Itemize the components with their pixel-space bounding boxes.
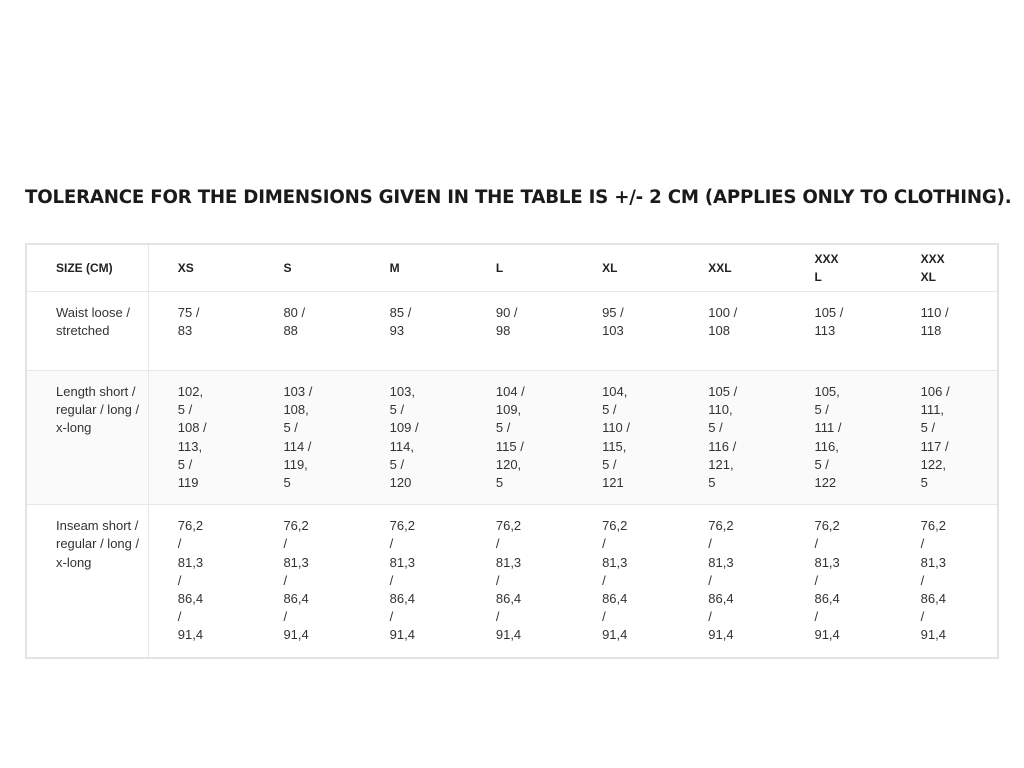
row-label: Length short / regular / long / x-long xyxy=(26,371,148,505)
table-cell: 76,2 / 81,3 / 86,4 / 91,4 xyxy=(495,518,522,643)
size-column-header: XXXXL xyxy=(892,244,998,292)
size-column-header: XXL xyxy=(679,244,785,292)
table-cell: 75 / 83 xyxy=(148,292,254,371)
size-column-header: XL xyxy=(573,244,679,292)
table-cell: 103 / 108,5 / 114 / 119,5 xyxy=(254,371,360,505)
table-cell: 105 / 113 xyxy=(785,292,891,371)
table-header-row xyxy=(26,244,998,292)
table-row xyxy=(26,292,998,371)
table-cell: 76,2 / 81,3 / 86,4 / 91,4 xyxy=(920,518,946,643)
size-column-header: XXXL xyxy=(785,244,891,292)
size-column-header: XS xyxy=(148,244,254,292)
table-cell: 103,5 / 109 / 114,5 / 120 xyxy=(361,371,467,505)
table-cell: 106 / 111,5 / 117 / 122,5 xyxy=(892,371,998,505)
table-cell: 90 / 98 xyxy=(467,292,573,371)
size-column-header: L xyxy=(467,244,573,292)
table-row xyxy=(26,505,998,658)
table-cell: 100 / 108 xyxy=(679,292,785,371)
table-cell: 76,2 / 81,3 / 86,4 / 91,4 xyxy=(389,518,415,643)
table-cell: 76,2 / 81,3 / 86,4 / 91,4 xyxy=(708,518,734,643)
size-column-header: S xyxy=(254,244,360,292)
table-cell: 80 / 88 xyxy=(254,292,360,371)
table-cell: 102,5 / 108 / 113,5 / 119 xyxy=(148,371,254,505)
table-row xyxy=(26,371,998,505)
table-cell: 104 / 109,5 / 115 / 120,5 xyxy=(467,371,573,505)
table-cell: 110 / 118 xyxy=(892,292,998,371)
size-column-header: M xyxy=(361,244,467,292)
table-cell: 76,2 / 81,3 / 86,4 / 91,4 xyxy=(283,518,309,643)
table-cell: 105 / 110,5 / 116 / 121,5 xyxy=(679,371,785,505)
table-cell: 76,2 / 81,3 / 86,4 / 91,4 xyxy=(602,518,628,643)
table-cell: 76,2 / 81,3 / 86,4 / 91,4 xyxy=(814,518,840,643)
size-header-cell: SIZE (CM) xyxy=(26,244,148,292)
table-cell: 95 / 103 xyxy=(573,292,679,371)
table-cell: 104,5 / 110 / 115,5 / 121 xyxy=(573,371,679,505)
tolerance-heading: TOLERANCE FOR THE DIMENSIONS GIVEN IN THE TABLE IS +/- 2 CM (APPLIES ONLY TO CLOTHING). xyxy=(25,187,1012,208)
table-cell: 105,5 / 111 / 116,5 / 122 xyxy=(785,371,891,505)
size-table xyxy=(25,243,999,659)
row-label: Waist loose / stretched xyxy=(26,292,148,371)
row-label: Inseam short / regular / long / x-long xyxy=(26,505,148,658)
table-cell: 85 / 93 xyxy=(361,292,467,371)
table-cell: 76,2 / 81,3 / 86,4 / 91,4 xyxy=(177,518,204,643)
